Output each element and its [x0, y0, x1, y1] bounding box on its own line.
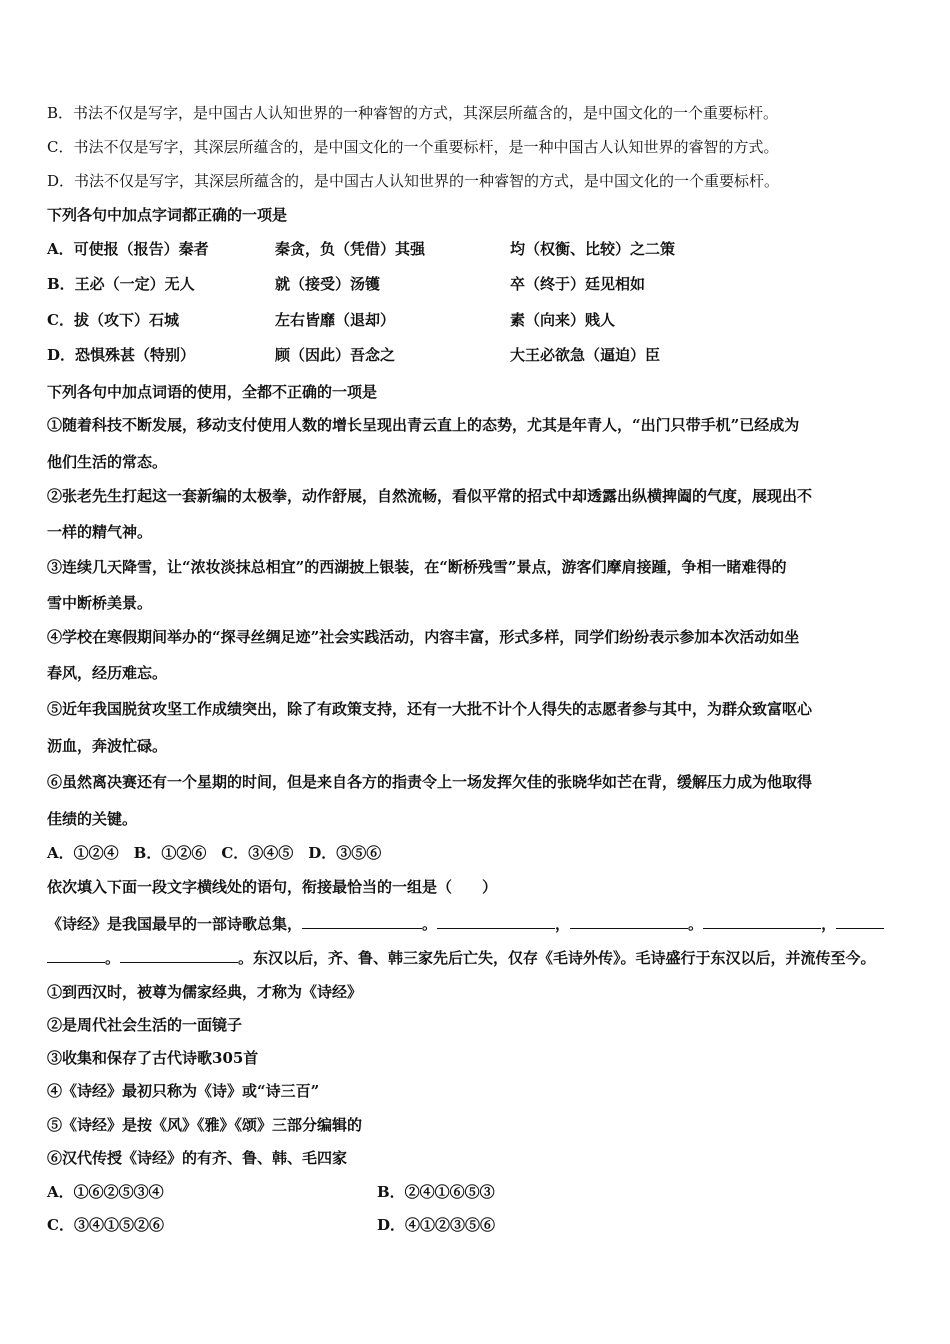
words-option-row-c	[47, 310, 907, 334]
words-cell: 素（向来）贱人	[510, 311, 616, 329]
idiom-item-1-line1: ①随着科技不断发展，移动支付使用人数的增长呈现出青云直上的态势，尤其是年青人，“出门只带手机”已经成为	[47, 416, 800, 434]
answer-blank-4[interactable]	[703, 914, 821, 929]
passage-punct-2: ，	[555, 915, 571, 933]
idiom-item-3-line1: ③连续几天降雪，让“浓妆淡抹总相宜”的西湖披上银装，在“断桥残雪”景点，游客们摩肩接踵，争相一睹难得的	[47, 558, 787, 576]
fill-sentence-5: ⑤《诗经》是按《风》《雅》《颂》三部分编辑的	[47, 1116, 363, 1134]
passage-punct-4: ，	[821, 915, 837, 933]
words-cell: 秦贪，负（凭借）其强	[275, 240, 426, 258]
idiom-item-5-line1: ⑤近年我国脱贫攻坚工作成绩突出，除了有政策支持，还有一大批不计个人得失的志愿者参与其中，为群众致富呕心	[47, 700, 813, 718]
words-option-row-a	[47, 239, 907, 263]
prev-option-b: B．书法不仅是写字，是中国古人认知世界的一种睿智的方式，其深层所蕴含的，是中国文化的一个重要标杆。	[47, 104, 779, 122]
question-stem-fill: 依次填入下面一段文字横线处的语句，衔接最恰当的一组是（ ）	[47, 878, 498, 896]
answer-blank-6[interactable]	[120, 948, 238, 963]
idiom-answer-options: A．①②④ B．①②⑥ C．③④⑤ D．③⑤⑥	[47, 844, 382, 862]
answer-blank-5a[interactable]	[836, 914, 884, 929]
fill-sentence-4: ④《诗经》最初只称为《诗》或“诗三百”	[47, 1082, 320, 1100]
fill-sentence-2: ②是周代社会生活的一面镜子	[47, 1016, 243, 1034]
fill-option-a: A．①⑥②⑤③④	[47, 1183, 164, 1201]
idiom-item-6-line2: 佳绩的关键。	[47, 810, 138, 828]
fill-passage-line1	[47, 914, 907, 934]
words-cell: A．可使报（报告）秦者	[47, 240, 209, 258]
answer-blank-5b[interactable]	[47, 948, 105, 963]
fill-option-d: D．④①②③⑤⑥	[377, 1216, 496, 1234]
answer-blank-3[interactable]	[570, 914, 688, 929]
words-cell: C．拔（攻下）石城	[47, 311, 179, 329]
idiom-item-2-line2: 一样的精气神。	[47, 523, 153, 541]
idiom-item-3-line2: 雪中断桥美景。	[47, 594, 153, 612]
fill-option-c: C．③④①⑤②⑥	[47, 1216, 164, 1234]
idiom-item-6-line1: ⑥虽然离决赛还有一个星期的时间，但是来自各方的指责令上一场发挥欠佳的张晓华如芒在背，缓解压力成为他取得	[47, 773, 813, 791]
prev-option-c: C．书法不仅是写字，其深层所蕴含的，是中国文化的一个重要标杆，是一种中国古人认知世界的睿智的方式。	[47, 138, 779, 156]
fill-option-b: B．②④①⑥⑤③	[377, 1183, 495, 1201]
words-option-row-b	[47, 274, 907, 298]
idiom-item-4-line2: 春风，经历难忘。	[47, 664, 168, 682]
idiom-item-5-line2: 沥血，奔波忙碌。	[47, 737, 168, 755]
fill-sentence-6: ⑥汉代传授《诗经》的有齐、鲁、韩、毛四家	[47, 1149, 348, 1167]
words-cell: 顾（因此）吾念之	[275, 346, 396, 364]
passage-punct-1: 。	[422, 915, 438, 933]
fill-sentence-1: ①到西汉时，被尊为儒家经典，才称为《诗经》	[47, 983, 363, 1001]
words-cell: 左右皆靡（退却）	[275, 311, 396, 329]
answer-blank-1[interactable]	[302, 914, 422, 929]
words-cell: D．恐惧殊甚（特别）	[47, 346, 196, 364]
idiom-item-1-line2: 他们生活的常态。	[47, 453, 168, 471]
idiom-item-2-line1: ②张老先生打起这一套新编的太极拳，动作舒展，自然流畅，看似平常的招式中却透露出纵横捭阖的气度，展现出不	[47, 487, 813, 505]
question-stem-idioms: 下列各句中加点词语的使用，全都不正确的一项是	[47, 383, 378, 401]
words-option-row-d	[47, 345, 907, 369]
passage-punct-3: 。	[688, 915, 704, 933]
fill-passage-line2	[47, 948, 907, 968]
words-cell: B．王必（一定）无人	[47, 275, 195, 293]
prev-option-d: D．书法不仅是写字，其深层所蕴含的，是中国古人认知世界的一种睿智的方式，是中国文化的一个重要标杆。	[47, 172, 780, 190]
passage-punct-5: 。	[105, 949, 121, 967]
fill-sentence-3: ③收集和保存了古代诗歌305首	[47, 1049, 259, 1067]
words-cell: 卒（终于）廷见相如	[510, 275, 646, 293]
words-cell: 均（权衡、比较）之二策	[510, 240, 676, 258]
answer-blank-2[interactable]	[437, 914, 555, 929]
passage-end: 。东汉以后，齐、鲁、韩三家先后亡失，仅存《毛诗外传》。毛诗盛行于东汉以后，并流传至今。	[238, 949, 876, 967]
words-cell: 大王必欲急（逼迫）臣	[510, 346, 661, 364]
passage-start: 《诗经》是我国最早的一部诗歌总集，	[47, 915, 303, 933]
idiom-item-4-line1: ④学校在寒假期间举办的“探寻丝绸足迹”社会实践活动，内容丰富，形式多样，同学们纷纷表示参加本次活动如坐	[47, 628, 800, 646]
words-cell: 就（接受）汤镬	[275, 275, 381, 293]
question-stem-words: 下列各句中加点字词都正确的一项是	[47, 206, 288, 224]
